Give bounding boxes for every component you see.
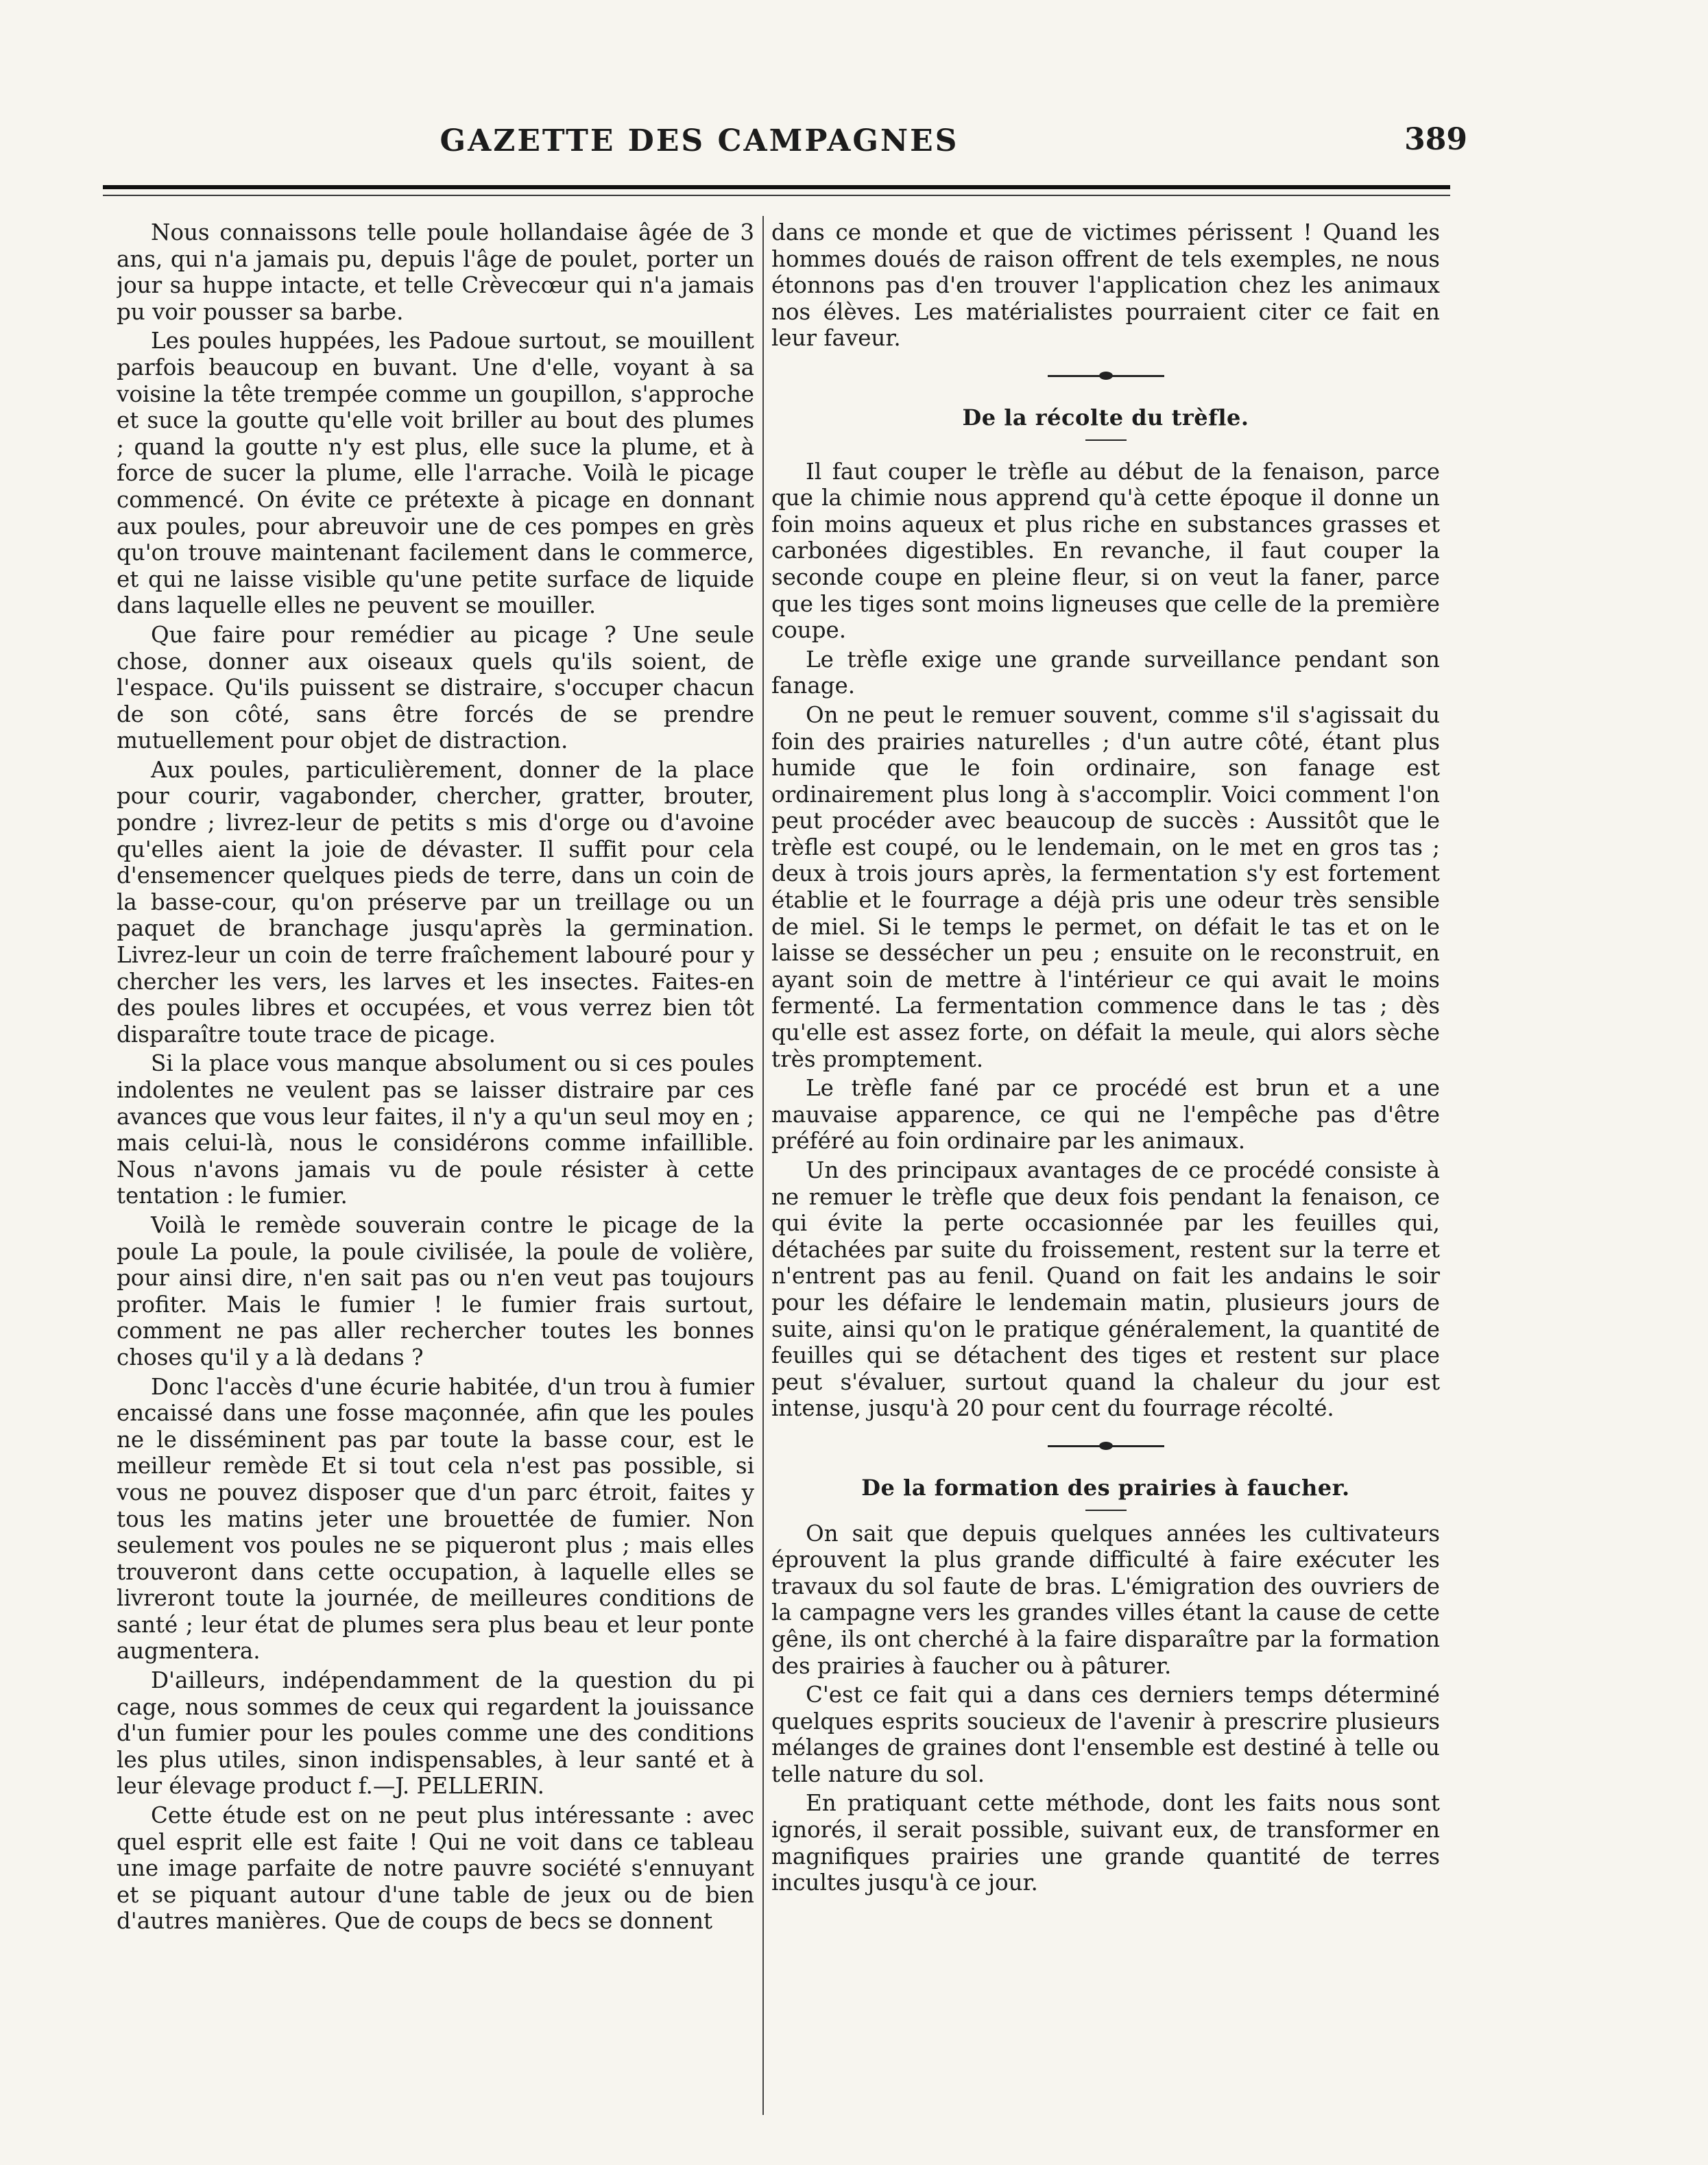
column-divider — [762, 216, 764, 2115]
title-dash — [1085, 439, 1127, 441]
section-title-prairies: De la formation des prairies à faucher. — [861, 1474, 1350, 1501]
paragraph: Donc l'accès d'une écurie habitée, d'un trou à fumier encaissé dans une fosse maçonnée, afin que les poules ne le disséminent pas par toute la basse cour, est le meilleur remède Et si tout cela n'est pas possible, si vous ne pouvez disposer que d'un parc étroit, faites y tous les matins jeter une brouettée de fumier. Non seulement vos poules ne se piqueront plus ; mais elles trouveront dans cette occupation, à laquelle elles se livreront toute la journée, de meilleures conditions de santé ; leur état de plumes sera plus beau et leur ponte augmentera. — [117, 1373, 754, 1665]
section-title-trefle: De la récolte du trèfle. — [962, 404, 1249, 431]
paragraph: On sait que depuis quelques années les cultivateurs éprouvent la plus grande difficulté à faire exécuter les travaux du sol faute de bras. L'émigration des ouvriers de la campagne vers les grandes villes étant la cause de cette gêne, ils ont cherché à la faire disparaître par la formation des prairies à faucher ou à pâturer. — [771, 1520, 1440, 1679]
page-number: 389 — [1404, 122, 1467, 157]
continuation-paragraph: dans ce monde et que de victimes périssent ! Quand les hommes doués de raison offrent de tels exemples, ne nous étonnons pas d'en trouver l'application chez les animaux nos élèves. Les matérialistes pourraient citer ce fait en leur faveur. — [771, 219, 1440, 352]
paragraph: Nous connaissons telle poule hollandaise âgée de 3 ans, qui n'a jamais pu, depuis l'âge de poulet, porter un jour sa huppe intacte, et telle Crèvecœur qui n'a jamais pu voir pousser sa barbe. — [117, 219, 754, 325]
paragraph: C'est ce fait qui a dans ces derniers temps déterminé quelques esprits soucieux de l'avenir à prescrire plusieurs mélanges de graines dont l'ensemble est destiné à telle ou telle nature du sol. — [771, 1682, 1440, 1787]
title-dash — [1085, 1510, 1127, 1511]
paragraph: Aux poules, particulièrement, donner de la place pour courir, vagabonder, chercher, gratter, brouter, pondre ; livrez-leur de petits s mis d'orge ou d'avoine qu'elles aient la joie de dévaster. Il suffit pour cela d'ensemencer quelques pieds de terre, dans un coin de la basse-cour, qu'on préserve par un treillage ou un paquet de branchage jusqu'après la germination. Livrez-leur un coin de terre fraîchement labouré pour y chercher les vers, les larves et les insectes. Faites-en des poules libres et occupées, et vous verrez bien tôt disparaître toute trace de picage. — [117, 756, 754, 1048]
paragraph: Un des principaux avantages de ce procédé consiste à ne remuer le trèfle que deux fois pendant la fenaison, ce qui évite la perte occasionnée par les feuilles qui, détachées par suite du froissement, restent sur la terre et n'entrent pas au fenil. Quand on fait les andains le soir pour les défaire le lendemain matin, plusieurs jours de suite, ainsi qu'on le pratique généralement, la quantité de feuilles qui se détachent des tiges et restent sur place peut s'évaluer, surtout quand la chaleur du jour est intense, jusqu'à 20 pour cent du fourrage récolté. — [771, 1157, 1440, 1422]
paragraph: On ne peut le remuer souvent, comme s'il s'agissait du foin des prairies naturelles ; d'un autre côté, étant plus humide que le foin ordinaire, son fanage est ordinairement plus long à s'accomplir. Voici comment l'on peut procéder avec beaucoup de succès : Aussitôt que le trèfle est coupé, ou le lendemain, on le met en gros tas ; deux à trois jours après, la fermentation s'y est fortement établie et le fourrage a déjà pris une odeur très sensible de miel. Si le temps le permet, on défait le tas et on le laisse se dessécher un peu ; ensuite on le reconstruit, en ayant soin de mettre à l'intérieur ce qui avait le moins fermenté. La fermentation commence dans le tas ; dès qu'elle est assez forte, on défait la meule, qui alors sèche très promptement. — [771, 701, 1440, 1072]
paragraph: Le trèfle fané par ce procédé est brun et a une mauvaise apparence, ce qui ne l'empêche pas d'être préféré au foin ordinaire par les animaux. — [771, 1075, 1440, 1154]
newspaper-title: GAZETTE DES CAMPAGNES — [440, 123, 959, 158]
section-ornament — [1048, 1445, 1164, 1447]
paragraph: Les poules huppées, les Padoue surtout, se mouillent parfois beaucoup en buvant. Une d'elle, voyant à sa voisine la tête trempée comme un goupillon, s'approche et suce la goutte qu'elle voit briller au bout des plumes ; quand la goutte n'y est plus, elle suce la plume, et à force de sucer la plume, elle l'arrache. Voilà le picage commencé. On évite ce prétexte à picage en donnant aux poules, pour abreuvoir une de ces pompes en grès qu'on trouve maintenant facilement dans le commerce, et qui ne laisse visible qu'une petite surface de liquide dans laquelle elles ne peuvent se mouiller. — [117, 328, 754, 619]
right-column — [771, 219, 1440, 2112]
paragraph: Si la place vous manque absolument ou si ces poules indolentes ne veulent pas se laisser distraire par ces avances que vous leur faites, il n'y a qu'un seul moy en ; mais celui-là, nous le considérons comme infaillible. Nous n'avons jamais vu de poule résister à cette tentation : le fumier. — [117, 1050, 754, 1209]
paragraph-signed: D'ailleurs, indépendamment de la question du pi cage, nous sommes de ceux qui regardent la jouissance d'un fumier pour les poules comme une des conditions les plus utiles, sinon indispensables, à leur santé et à leur élevage product f.—J. PELLERIN. — [117, 1667, 754, 1800]
paragraph: En pratiquant cette méthode, dont les faits nous sont ignorés, il serait possible, suivant eux, de transformer en magnifiques prairies une grande quantité de terres incultes jusqu'à ce jour. — [771, 1790, 1440, 1896]
paragraph: Le trèfle exige une grande surveillance pendant son fanage. — [771, 646, 1440, 699]
paragraph: Que faire pour remédier au picage ? Une seule chose, donner aux oiseaux quels qu'ils soient, de l'espace. Qu'ils puissent se distraire, s'occuper chacun de son côté, sans être forcés de se prendre mutuellement pour objet de distraction. — [117, 621, 754, 754]
paragraph: Il faut couper le trèfle au début de la fenaison, parce que la chimie nous apprend qu'à cette époque il donne un foin moins aqueux et plus riche en substances grasses et carbonées digestibles. En revanche, il faut couper la seconde coupe en pleine fleur, si on veut la faner, parce que les tiges sont moins ligneuses que celle de la première coupe. — [771, 458, 1440, 644]
header-rule-thin — [103, 195, 1450, 196]
section-ornament — [1048, 375, 1164, 377]
paragraph: Voilà le remède souverain contre le picage de la poule La poule, la poule civilisée, la poule de volière, pour ainsi dire, n'en sait pas ou n'en veut pas toujours profiter. Mais le fumier ! le fumier frais surtout, comment ne pas aller rechercher toutes les bonnes choses qu'il y a là dedans ? — [117, 1211, 754, 1370]
left-column — [117, 219, 754, 2112]
header-rule — [103, 185, 1450, 189]
paragraph: Cette étude est on ne peut plus intéressante : avec quel esprit elle est faite ! Qui ne voit dans ce tableau une image parfaite de notre pauvre société s'ennuyant et se piquant autour d'une table de jeux ou de bien d'autres manières. Que de coups de becs se donnent — [117, 1802, 754, 1935]
